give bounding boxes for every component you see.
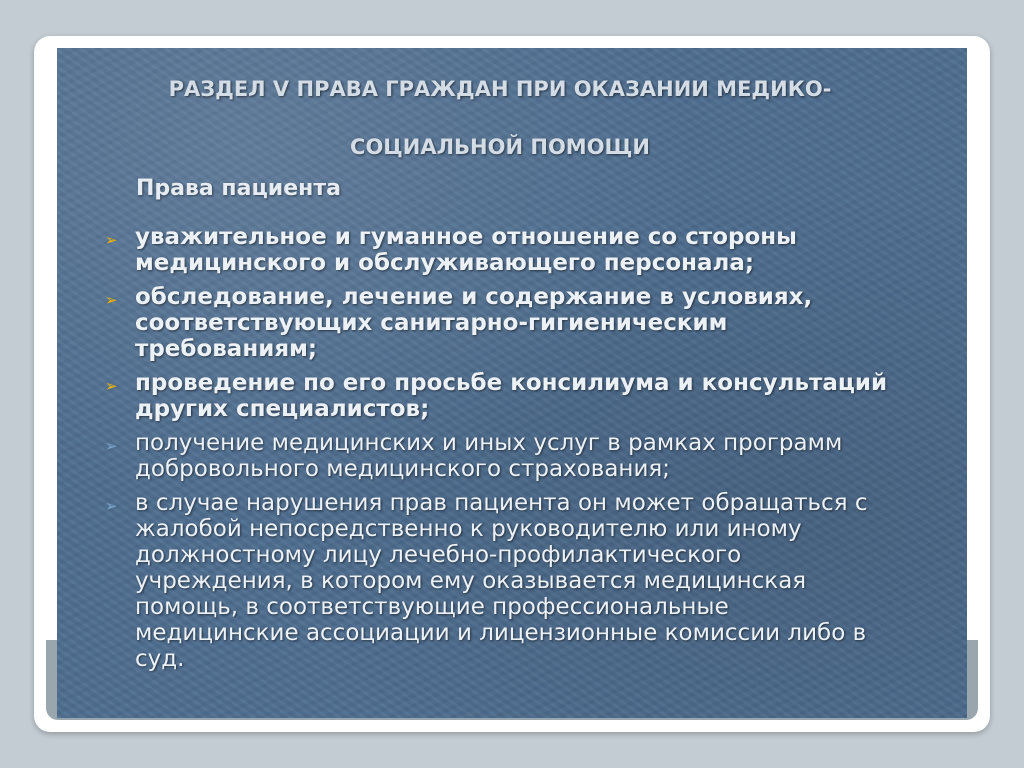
list-item bbox=[105, 430, 895, 482]
list-item bbox=[105, 224, 895, 276]
rights-list bbox=[105, 224, 895, 680]
list-item bbox=[105, 490, 895, 672]
list-item-text: в случае нарушения прав пациента он может обращаться с жалобой непосредственно к руководителю или иному должностному лицу лечебно-профилактического учреждения, в котором ему оказывается медицинская помощь, в соответствующие профессиональные медицинские ассоциации и лицензионные комиссии либо в суд. bbox=[135, 490, 868, 672]
arrow-bullet-icon: ➢ bbox=[105, 291, 118, 309]
list-item-text: получение медицинских и иных услуг в рамках программ добровольного медицинского страхования; bbox=[135, 430, 843, 482]
arrow-bullet-icon: ➢ bbox=[105, 437, 118, 455]
list-item-text: проведение по его просьбе консилиума и консультаций других специалистов; bbox=[135, 370, 888, 422]
section-subtitle: Права пациента bbox=[136, 176, 341, 201]
arrow-bullet-icon: ➢ bbox=[105, 377, 118, 395]
title-line-1: РАЗДЕЛ V ПРАВА ГРАЖДАН ПРИ ОКАЗАНИИ МЕДИКО- bbox=[168, 77, 832, 101]
arrow-bullet-icon: ➢ bbox=[105, 497, 118, 515]
arrow-bullet-icon: ➢ bbox=[105, 231, 118, 249]
title-line-2: СОЦИАЛЬНОЙ ПОМОЩИ bbox=[350, 135, 650, 159]
list-item bbox=[105, 370, 895, 422]
slide-title bbox=[0, 60, 1000, 176]
list-item-text: обследование, лечение и содержание в условиях, соответствующих санитарно-гигиеническим требованиям; bbox=[135, 284, 813, 362]
list-item-text: уважительное и гуманное отношение со стороны медицинского и обслуживающего персонала; bbox=[135, 224, 797, 276]
list-item bbox=[105, 284, 895, 362]
